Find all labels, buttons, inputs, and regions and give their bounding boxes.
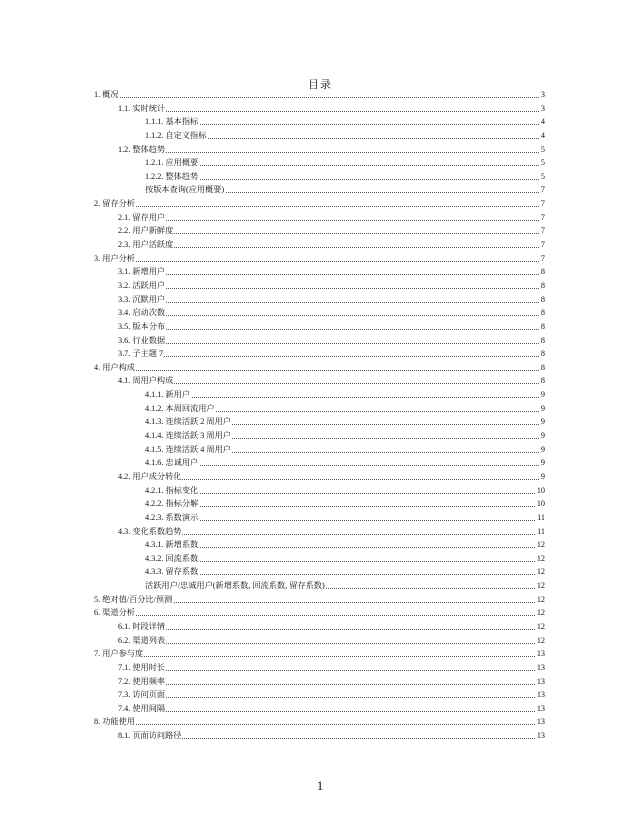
dot-leader (118, 670, 543, 671)
dot-leader (118, 315, 543, 316)
toc-entry-label (145, 415, 232, 429)
toc-entry[interactable] (0, 552, 640, 566)
toc-entry-number: 7.3. (118, 690, 131, 700)
toc-entry-number: 3.5. (118, 321, 131, 331)
dot-leader (118, 684, 543, 685)
toc-entry-title: 使用频率 (132, 676, 166, 686)
dot-leader (145, 165, 543, 166)
toc-entry-title: 按版本查询(应用概要) (145, 185, 225, 195)
toc-entry-title: 指标分解 (165, 499, 199, 509)
toc-entry-label (145, 443, 232, 457)
toc-entry[interactable] (0, 306, 640, 320)
toc-entry-page: 13 (536, 688, 545, 702)
toc-entry-title: 留存系数 (165, 567, 199, 577)
toc-entry-title: 实时统计 (132, 103, 166, 113)
toc-entry-number: 4.1.2. (145, 403, 164, 413)
toc-entry-number: 4.2. (118, 471, 131, 481)
toc-entry-label (94, 647, 144, 661)
toc-entry-title: 子主题 7 (132, 349, 164, 359)
dot-leader (145, 561, 543, 562)
toc-entry-label (145, 129, 207, 143)
toc-entry-title: 访问页面 (132, 690, 166, 700)
toc-entry[interactable] (0, 661, 640, 675)
toc-entry[interactable] (0, 143, 640, 157)
toc-entry-page: 8 (540, 293, 545, 307)
toc-entry-label (118, 675, 166, 689)
toc-entry-label (118, 347, 164, 361)
toc-entry-number: 2.2. (118, 226, 131, 236)
toc-entry-label (118, 634, 166, 648)
toc-entry-label (145, 511, 199, 525)
dot-leader (118, 302, 543, 303)
toc-entry[interactable] (0, 183, 640, 197)
toc-entry-label (94, 252, 136, 266)
toc-entry-page: 7 (540, 238, 545, 252)
toc-entry-page: 9 (540, 443, 545, 457)
toc-entry-page: 12 (536, 552, 545, 566)
toc-entry-title: 绝对值/百分比/预测 (102, 594, 173, 604)
toc-entry-number: 4.1.6. (145, 458, 164, 468)
toc-entry-number: 7.2. (118, 676, 131, 686)
toc-entry-label (118, 702, 166, 716)
toc-entry-page: 7 (540, 183, 545, 197)
toc-entry-number: 4.3. (118, 526, 131, 536)
toc-entry-title: 概况 (102, 90, 119, 99)
toc-entry-number: 4.3.3. (145, 567, 164, 577)
toc-entry-label (145, 388, 191, 402)
toc-entry-number: 1.1. (118, 103, 131, 113)
toc-entry[interactable] (0, 702, 640, 716)
dot-leader (145, 465, 543, 466)
dot-leader (118, 343, 543, 344)
toc-entry-page: 12 (536, 593, 545, 607)
toc-entry[interactable] (0, 606, 640, 620)
toc-entry-title: 渠道分析 (102, 608, 135, 618)
toc-entry[interactable] (0, 388, 640, 402)
toc-entry-number: 4.1.4. (145, 431, 164, 441)
dot-leader (118, 111, 543, 112)
toc-entry[interactable] (0, 252, 640, 266)
toc-entry[interactable] (0, 265, 640, 279)
toc-entry-page: 12 (536, 634, 545, 648)
toc-entry-title: 连续活跃 2 周用户 (165, 417, 231, 427)
toc-entry-label (118, 661, 166, 675)
toc-entry-label (118, 102, 166, 116)
toc-entry-title: 周用户构成 (132, 376, 174, 386)
dot-leader (118, 643, 543, 644)
toc-entry-number: 7.1. (118, 662, 131, 672)
toc-entry-title: 留存分析 (102, 199, 135, 209)
dot-leader (145, 574, 543, 575)
toc-entry-label (118, 525, 182, 539)
toc-entry-number: 1. (94, 90, 101, 99)
toc-entry-page: 8 (540, 334, 545, 348)
toc-entry[interactable] (0, 224, 640, 238)
dot-leader (145, 506, 543, 507)
toc-entry-title: 功能使用 (102, 717, 135, 727)
dot-leader (145, 547, 543, 548)
toc-entry-title: 活跃用户/忠诚用户(新增系数, 回流系数, 留存系数) (145, 581, 325, 591)
dot-leader (94, 261, 543, 262)
dot-leader (94, 97, 543, 98)
dot-leader (118, 711, 543, 712)
toc-entry-number: 2.1. (118, 212, 131, 222)
toc-entry-title: 用户构成 (102, 362, 135, 372)
toc-entry-title: 新用户 (165, 390, 191, 400)
toc-entry[interactable] (0, 675, 640, 689)
toc-entry[interactable] (0, 197, 640, 211)
toc-entry-title: 行业数据 (132, 335, 166, 345)
toc-entry-number: 4.3.1. (145, 540, 164, 550)
toc-entry[interactable] (0, 565, 640, 579)
toc-entry[interactable] (0, 102, 640, 116)
toc-entry-label (118, 470, 182, 484)
toc-entry-page: 12 (536, 579, 545, 593)
toc-entry-number: 7.4. (118, 703, 131, 713)
dot-leader (145, 179, 543, 180)
toc-entry-page: 8 (540, 320, 545, 334)
dot-leader (118, 356, 543, 357)
dot-leader (118, 247, 543, 248)
toc-entry-number: 4.1.3. (145, 417, 164, 427)
toc-entry-label (145, 456, 199, 470)
toc-entry-title: 连续活跃 3 周用户 (165, 431, 231, 441)
toc-entry-page: 7 (540, 252, 545, 266)
toc-entry-page: 8 (540, 361, 545, 375)
toc-entry-number: 1.1.1. (145, 117, 164, 127)
toc-entry-number: 3.2. (118, 280, 131, 290)
toc-entry[interactable] (0, 497, 640, 511)
toc-entry[interactable] (0, 374, 640, 388)
toc-entry-title: 用户分析 (102, 253, 135, 263)
toc-entry-number: 4. (94, 362, 101, 372)
page-number: 1 (316, 778, 324, 793)
toc-entry-label (118, 211, 166, 225)
toc-entry[interactable] (0, 688, 640, 702)
toc-entry[interactable] (0, 293, 640, 307)
dot-leader (94, 724, 543, 725)
toc-entry-number: 8. (94, 717, 101, 727)
toc-entry[interactable] (0, 715, 640, 729)
dot-leader (145, 493, 543, 494)
toc-entry-title: 留存用户 (132, 212, 166, 222)
toc-entry-title: 整体趋势 (165, 171, 199, 181)
toc-entry-page: 13 (536, 702, 545, 716)
toc-entry-page: 9 (540, 402, 545, 416)
toc-entry-label (118, 265, 166, 279)
toc-entry-title: 忠诚用户 (165, 458, 199, 468)
toc-entry-label (118, 334, 166, 348)
toc-entry-title: 沉默用户 (132, 294, 166, 304)
toc-entry-title: 时段详情 (132, 621, 166, 631)
toc-entry-page: 3 (540, 102, 545, 116)
toc-entry-label (118, 293, 166, 307)
toc-entry-label (118, 238, 174, 252)
dot-leader (94, 656, 543, 657)
toc-entry-title: 用户参与度 (102, 649, 144, 659)
toc-entry-title: 新增系数 (165, 540, 199, 550)
toc-entry[interactable] (0, 88, 640, 102)
toc-entry-label (94, 593, 173, 607)
toc-entry-page: 9 (540, 429, 545, 443)
toc-entry-label (145, 552, 199, 566)
toc-entry-page: 10 (536, 484, 545, 498)
toc-entry-label (145, 579, 326, 593)
toc-entry[interactable] (0, 238, 640, 252)
toc-entry-label (118, 688, 166, 702)
dot-leader (118, 697, 543, 698)
toc-entry-number: 7. (94, 649, 101, 659)
toc-entry-page: 10 (536, 497, 545, 511)
toc-entry-page: 9 (540, 415, 545, 429)
toc-entry[interactable] (0, 593, 640, 607)
toc-entry-label (145, 538, 199, 552)
dot-leader (118, 274, 543, 275)
toc-entry-page: 13 (536, 661, 545, 675)
toc-entry-number: 4.1.5. (145, 444, 164, 454)
table-of-contents (0, 88, 640, 743)
toc-entry-label (145, 170, 199, 184)
toc-entry[interactable] (0, 538, 640, 552)
toc-entry-number: 1.1.2. (145, 130, 164, 140)
toc-entry-number: 6.1. (118, 621, 131, 631)
dot-leader (145, 124, 543, 125)
toc-entry-title: 自定义指标 (165, 130, 207, 140)
toc-entry-title: 指标变化 (165, 485, 199, 495)
toc-entry-page: 8 (540, 279, 545, 293)
toc-entry[interactable] (0, 443, 640, 457)
toc-entry-title: 整体趋势 (132, 144, 166, 154)
toc-entry-label (145, 429, 232, 443)
toc-entry-label (118, 374, 174, 388)
toc-entry-number: 3.4. (118, 308, 131, 318)
toc-entry-number: 1.2.2. (145, 171, 164, 181)
toc-entry-page: 13 (536, 729, 545, 743)
toc-entry-number: 3. (94, 253, 101, 263)
toc-entry-title: 用户新鲜度 (132, 226, 174, 236)
toc-entry-title: 回流系数 (165, 553, 199, 563)
toc-entry[interactable] (0, 402, 640, 416)
toc-entry-number: 2. (94, 199, 101, 209)
toc-entry[interactable] (0, 647, 640, 661)
toc-entry-number: 2.3. (118, 240, 131, 250)
toc-entry-number: 6. (94, 608, 101, 618)
dot-leader (94, 206, 543, 207)
dot-leader (118, 233, 543, 234)
toc-entry-title: 连续活跃 4 周用户 (165, 444, 231, 454)
toc-entry-page: 9 (540, 388, 545, 402)
toc-entry-page: 9 (540, 470, 545, 484)
toc-entry[interactable] (0, 484, 640, 498)
toc-entry-title: 应用概要 (165, 158, 199, 168)
dot-leader (118, 288, 543, 289)
toc-entry[interactable] (0, 429, 640, 443)
toc-entry-title: 页面访问路径 (132, 731, 182, 741)
toc-entry[interactable] (0, 320, 640, 334)
toc-entry[interactable] (0, 170, 640, 184)
dot-leader (118, 329, 543, 330)
toc-entry-label (118, 320, 166, 334)
toc-entry-label (145, 156, 199, 170)
toc-entry-label (94, 606, 136, 620)
toc-entry-label (145, 484, 199, 498)
toc-entry-number: 5. (94, 594, 101, 604)
toc-entry[interactable] (0, 470, 640, 484)
dot-leader (145, 520, 543, 521)
toc-entry-page: 12 (536, 620, 545, 634)
toc-entry-page: 3 (540, 88, 545, 102)
toc-entry-label (118, 143, 166, 157)
toc-entry-label (94, 361, 136, 375)
toc-entry-label (118, 224, 174, 238)
toc-entry[interactable] (0, 156, 640, 170)
toc-entry[interactable] (0, 579, 640, 593)
dot-leader (94, 615, 543, 616)
toc-entry-label (118, 729, 182, 743)
toc-entry-number: 4.2.1. (145, 485, 164, 495)
toc-entry[interactable] (0, 415, 640, 429)
toc-entry-label (94, 197, 136, 211)
toc-entry-title: 启动次数 (132, 308, 166, 318)
toc-entry-page: 8 (540, 347, 545, 361)
toc-entry[interactable] (0, 129, 640, 143)
toc-entry-label (118, 620, 166, 634)
toc-entry-page: 11 (536, 511, 545, 525)
toc-entry-number: 8.1. (118, 731, 131, 741)
toc-entry-label (118, 306, 166, 320)
toc-entry-number: 4.1.1. (145, 390, 164, 400)
toc-entry-title: 新增用户 (132, 267, 166, 277)
dot-leader (118, 220, 543, 221)
toc-entry[interactable] (0, 211, 640, 225)
dot-leader (118, 629, 543, 630)
toc-title: 目录 (308, 79, 332, 91)
toc-entry-page: 9 (540, 456, 545, 470)
toc-entry-page: 12 (536, 565, 545, 579)
toc-entry-page: 5 (540, 143, 545, 157)
toc-entry-page: 7 (540, 224, 545, 238)
toc-entry-label (94, 88, 120, 102)
dot-leader (118, 152, 543, 153)
toc-entry-title: 使用间隔 (132, 703, 166, 713)
toc-entry-page: 8 (540, 374, 545, 388)
toc-entry-title: 用户活跃度 (132, 240, 174, 250)
toc-entry-page: 7 (540, 197, 545, 211)
toc-entry-label (145, 115, 199, 129)
toc-entry-title: 本周回流用户 (165, 403, 215, 413)
toc-entry[interactable] (0, 279, 640, 293)
toc-entry-label (145, 183, 225, 197)
toc-entry-page: 13 (536, 647, 545, 661)
toc-entry-page: 7 (540, 211, 545, 225)
toc-entry-number: 3.6. (118, 335, 131, 345)
toc-entry-label (94, 715, 136, 729)
dot-leader (145, 397, 543, 398)
toc-entry-page: 12 (536, 538, 545, 552)
toc-entry-page: 13 (536, 715, 545, 729)
toc-entry-title: 系数演示 (165, 512, 199, 522)
toc-entry[interactable] (0, 456, 640, 470)
toc-entry-label (145, 565, 199, 579)
toc-entry-number: 4.2.2. (145, 499, 164, 509)
toc-entry-title: 用户成分转化 (132, 471, 182, 481)
toc-entry-number: 4.1. (118, 376, 131, 386)
toc-entry-page: 13 (536, 675, 545, 689)
toc-entry[interactable] (0, 361, 640, 375)
toc-entry-number: 6.2. (118, 635, 131, 645)
toc-entry-number: 1.2.1. (145, 158, 164, 168)
toc-entry[interactable] (0, 511, 640, 525)
toc-entry[interactable] (0, 334, 640, 348)
dot-leader (94, 370, 543, 371)
toc-entry-number: 4.2.3. (145, 512, 164, 522)
toc-entry[interactable] (0, 620, 640, 634)
toc-entry-title: 变化系数趋势 (132, 526, 182, 536)
toc-entry-number: 3.1. (118, 267, 131, 277)
toc-entry[interactable] (0, 115, 640, 129)
toc-entry-page: 8 (540, 306, 545, 320)
toc-entry-label (145, 402, 216, 416)
toc-entry-page: 4 (540, 129, 545, 143)
toc-entry[interactable] (0, 729, 640, 743)
toc-entry-label (145, 497, 199, 511)
toc-entry-number: 4.3.2. (145, 553, 164, 563)
toc-entry[interactable] (0, 634, 640, 648)
toc-entry-page: 4 (540, 115, 545, 129)
toc-entry-number: 1.2. (118, 144, 131, 154)
toc-entry-page: 5 (540, 170, 545, 184)
toc-entry-page: 11 (536, 525, 545, 539)
toc-entry-title: 使用时长 (132, 662, 166, 672)
toc-entry-title: 活跃用户 (132, 280, 166, 290)
toc-entry[interactable] (0, 347, 640, 361)
toc-entry-label (118, 279, 166, 293)
toc-entry-page: 5 (540, 156, 545, 170)
dot-leader (118, 383, 543, 384)
toc-entry-title: 基本指标 (165, 117, 199, 127)
toc-entry-title: 渠道列表 (132, 635, 166, 645)
toc-entry-page: 12 (536, 606, 545, 620)
toc-entry-page: 8 (540, 265, 545, 279)
toc-entry-number: 3.3. (118, 294, 131, 304)
toc-entry-title: 版本分布 (132, 321, 166, 331)
toc-entry-number: 3.7. (118, 349, 131, 359)
toc-entry[interactable] (0, 525, 640, 539)
